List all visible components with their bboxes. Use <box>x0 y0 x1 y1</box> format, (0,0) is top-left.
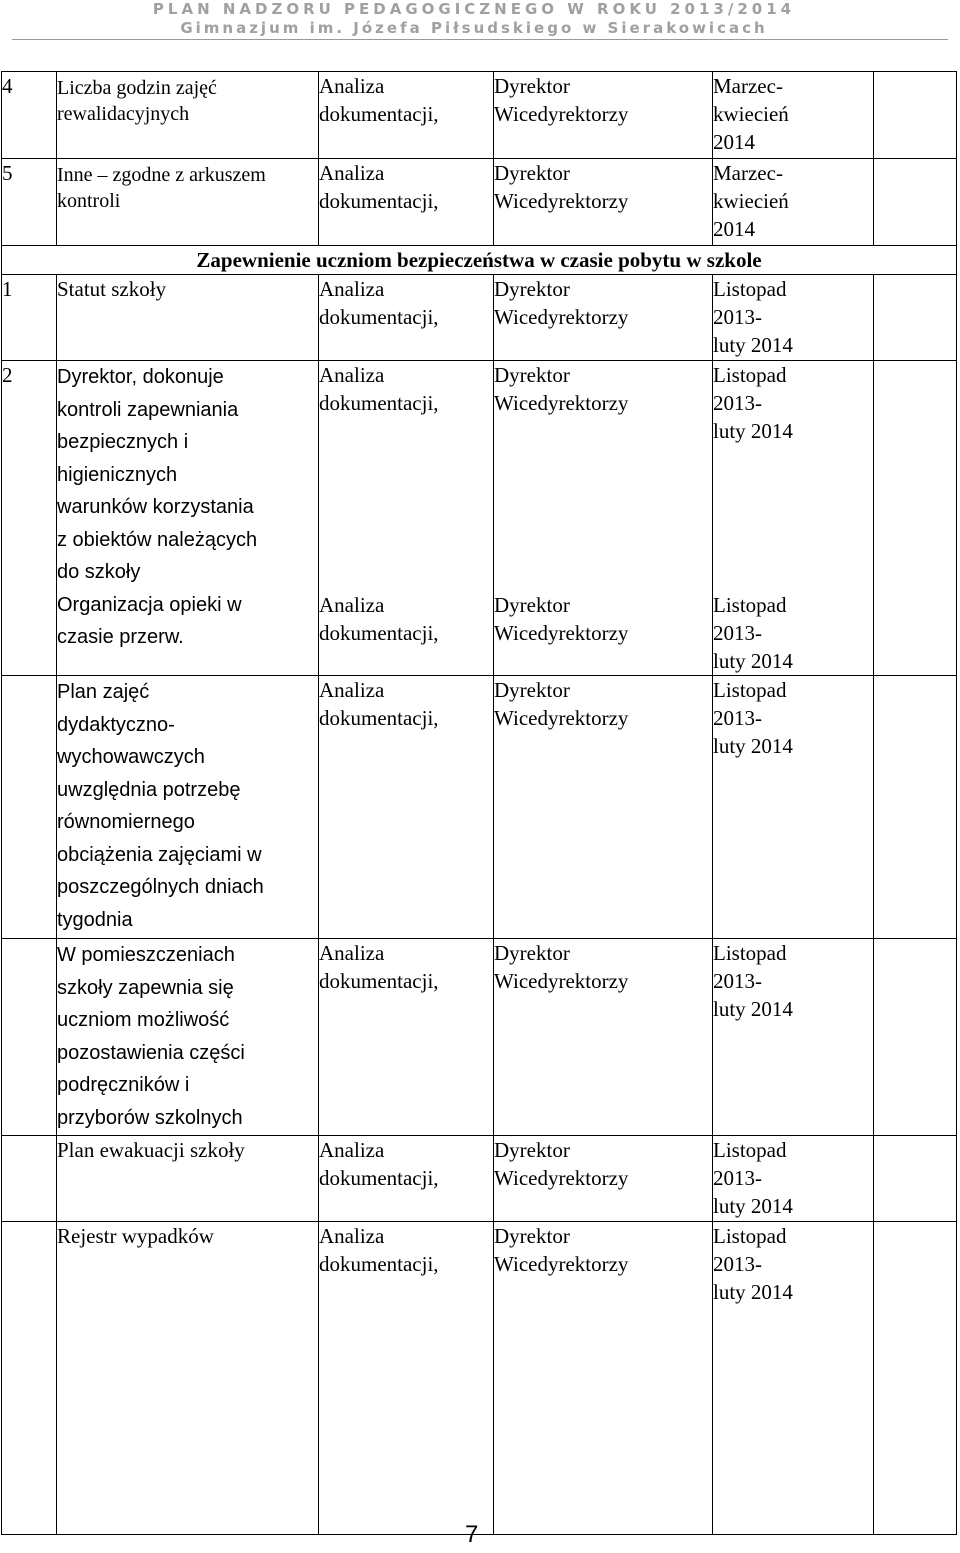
table-row <box>2 361 957 676</box>
row-number <box>2 1222 57 1535</box>
row-number: 5 <box>2 159 57 246</box>
responsible-cell: Dyrektor Wicedyrektorzy <box>494 939 713 1136</box>
method-cell: Analiza dokumentacji, <box>319 676 494 939</box>
table-row <box>2 676 957 939</box>
empty-cell <box>874 159 957 246</box>
row-number: 2 <box>2 361 57 676</box>
document-header-subtitle: Gimnazjum im. Józefa Piłsudskiego w Sierakowicach <box>180 19 768 37</box>
table-row <box>2 275 957 361</box>
method-cell: Analiza dokumentacji, <box>319 72 494 159</box>
responsible-cell: Dyrektor Wicedyrektorzy <box>494 159 713 246</box>
term-cell: Marzec- kwiecień 2014 <box>713 159 874 246</box>
row-number <box>2 676 57 939</box>
task-description: W pomieszczeniach szkoły zapewnia się uczniom możliwość pozostawienia części podręczników i przyborów szkolnych <box>57 939 319 1136</box>
row-number <box>2 939 57 1136</box>
method-cell: Analiza dokumentacji, <box>319 159 494 246</box>
header-divider <box>12 39 948 40</box>
section-header-row <box>2 246 957 275</box>
table-row <box>2 159 957 246</box>
task-description: Dyrektor, dokonuje kontroli zapewniania bezpiecznych i higienicznych warunków korzystania z obiektów należących do szkoły Organizacja opieki w czasie przerw. <box>57 361 319 676</box>
responsible-cell: Dyrektor Wicedyrektorzy <box>494 275 713 361</box>
empty-cell <box>874 361 957 676</box>
term-cell: Marzec- kwiecień 2014 <box>713 72 874 159</box>
method-cell: Analiza dokumentacji, <box>319 939 494 1136</box>
task-description: Plan zajęć dydaktyczno- wychowawczych uwzględnia potrzebę równomiernego obciążenia zajęciami w poszczególnych dniach tygodnia <box>57 676 319 939</box>
responsible-cell: Dyrektor Wicedyrektorzy <box>494 1136 713 1222</box>
method-cell: Analiza dokumentacji, <box>319 275 494 361</box>
table-row <box>2 1136 957 1222</box>
responsible-cell: Dyrektor Wicedyrektorzy Dyrektor Wicedyrektorzy <box>494 361 713 676</box>
table-row <box>2 1222 957 1535</box>
row-number <box>2 1136 57 1222</box>
empty-cell <box>874 72 957 159</box>
empty-cell <box>874 1136 957 1222</box>
responsible-cell: Dyrektor Wicedyrektorzy <box>494 1222 713 1535</box>
task-description: Rejestr wypadków <box>57 1222 319 1535</box>
term-cell: Listopad 2013- luty 2014 <box>713 1136 874 1222</box>
empty-cell <box>874 1222 957 1535</box>
task-description: Liczba godzin zajęć rewalidacyjnych <box>57 72 319 159</box>
responsible-cell: Dyrektor Wicedyrektorzy <box>494 676 713 939</box>
page-number: 7 <box>465 1521 479 1548</box>
term-cell: Listopad 2013- luty 2014 Listopad 2013- luty 2014 <box>713 361 874 676</box>
table-row <box>2 72 957 159</box>
method-cell: Analiza dokumentacji, <box>319 1136 494 1222</box>
empty-cell <box>874 939 957 1136</box>
supervision-plan-table <box>1 71 957 1535</box>
term-cell: Listopad 2013- luty 2014 <box>713 939 874 1136</box>
term-cell: Listopad 2013- luty 2014 <box>713 275 874 361</box>
row-number: 1 <box>2 275 57 361</box>
table-row <box>2 939 957 1136</box>
responsible-cell: Dyrektor Wicedyrektorzy <box>494 72 713 159</box>
term-cell: Listopad 2013- luty 2014 <box>713 676 874 939</box>
task-description: Plan ewakuacji szkoły <box>57 1136 319 1222</box>
task-description: Statut szkoły <box>57 275 319 361</box>
empty-cell <box>874 676 957 939</box>
row-number: 4 <box>2 72 57 159</box>
section-title: Zapewnienie uczniom bezpieczeństwa w czasie pobytu w szkole <box>2 246 957 275</box>
task-description: Inne – zgodne z arkuszem kontroli <box>57 159 319 246</box>
method-cell: Analiza dokumentacji, Analiza dokumentacji, <box>319 361 494 676</box>
empty-cell <box>874 275 957 361</box>
method-cell: Analiza dokumentacji, <box>319 1222 494 1535</box>
document-header-title: PLAN NADZORU PEDAGOGICZNEGO W ROKU 2013/2014 <box>152 0 796 18</box>
term-cell: Listopad 2013- luty 2014 <box>713 1222 874 1535</box>
